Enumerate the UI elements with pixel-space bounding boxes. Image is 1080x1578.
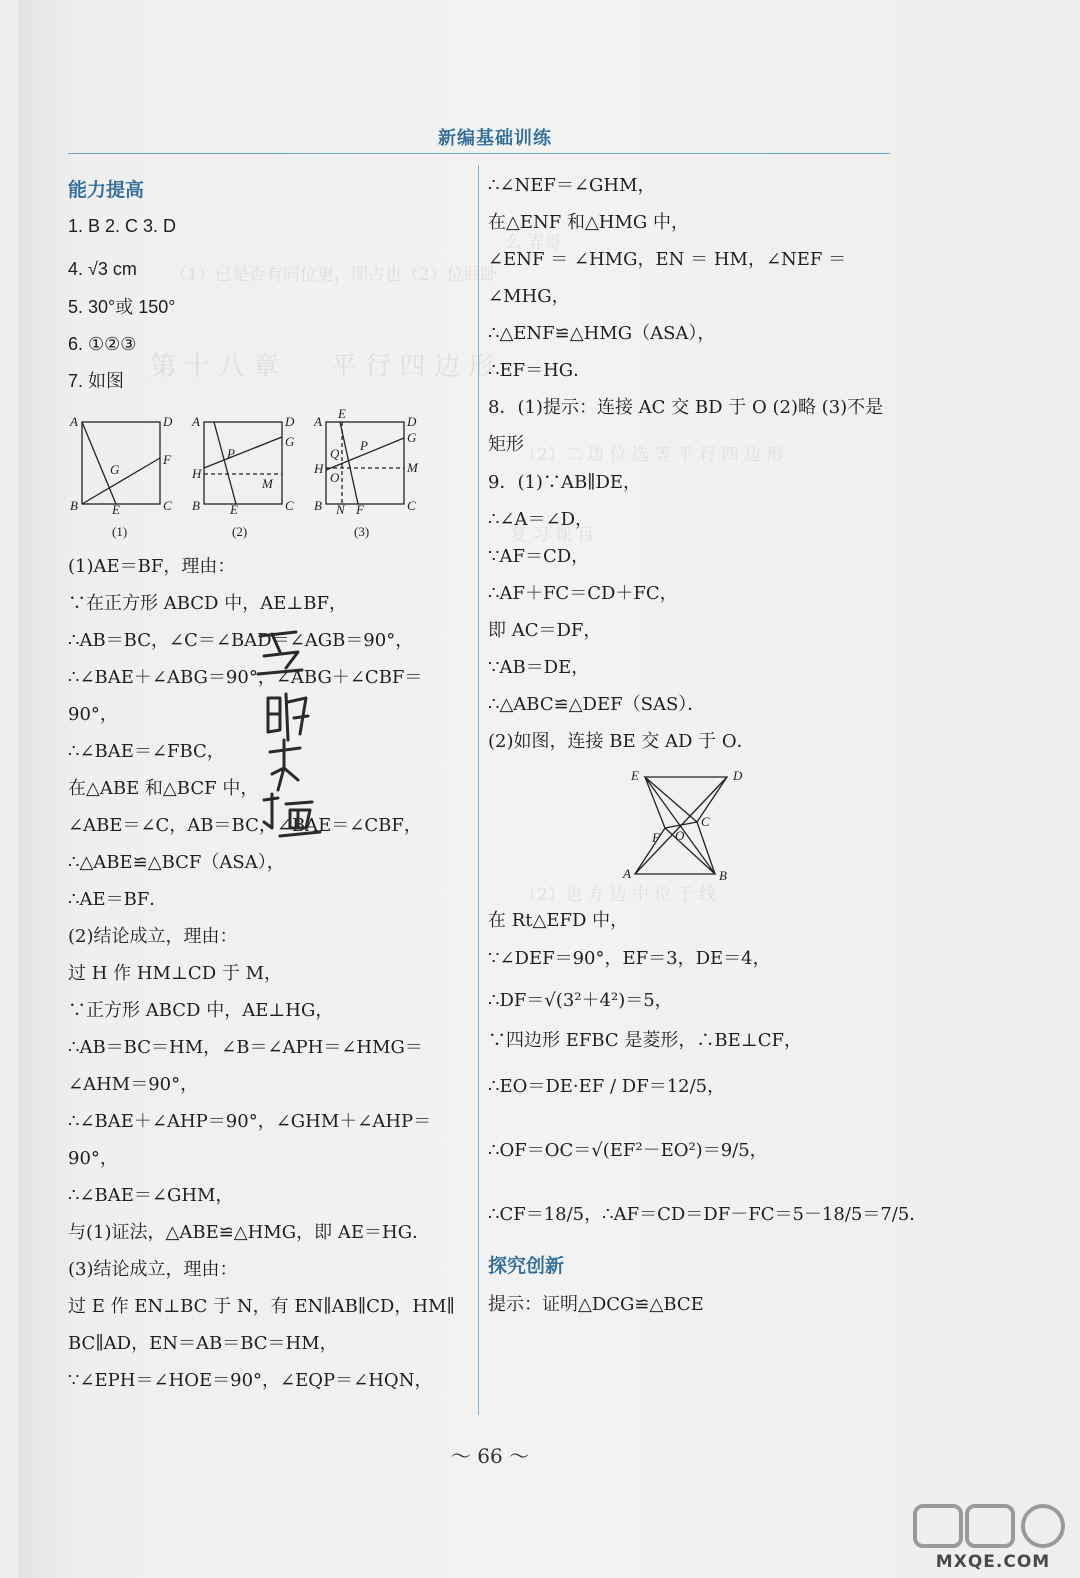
fig3-label-B: B: [314, 498, 322, 513]
left-line-13: ∵正方形 ABCD 中，AE⊥HG，: [68, 1000, 334, 1021]
fig3-label-H: H: [314, 461, 324, 476]
right-line-8: 矩形: [488, 434, 524, 455]
left-line-22: BC∥AD，EN＝AB＝BC＝HM，: [68, 1333, 338, 1354]
left-line-19: 与(1)证法，△ABE≌△HMG，即 AE＝HG．: [68, 1222, 431, 1243]
fig1-label-E: E: [112, 502, 120, 517]
fig2-label-D: D: [285, 414, 295, 429]
fig1-label-F: F: [163, 452, 171, 467]
fig3-label-P: P: [360, 438, 368, 453]
fig2-label-M: M: [262, 476, 273, 491]
answer-line-6: 6. ①②③: [68, 334, 137, 354]
page-number: ～ 66 ～: [450, 1444, 530, 1468]
fig1-label-B: B: [70, 498, 78, 513]
left-line-10: ∴AE＝BF．: [68, 889, 168, 910]
fig1-caption: (1): [112, 524, 128, 539]
fig9-label-F: F: [652, 830, 660, 845]
right-line-18: ∵∠DEF＝90°，EF＝3，DE＝4，: [488, 948, 771, 969]
left-line-21: 过 E 作 EN⊥BC 于 N，有 EN∥AB∥CD，HM∥: [68, 1296, 455, 1317]
right-line-5: ∴△ENF≌△HMG（ASA），: [488, 323, 716, 344]
fig9-label-E: E: [631, 768, 639, 783]
left-line-15: ∠AHM＝90°，: [68, 1074, 199, 1095]
right-line-19: ∴DF＝√(3²＋4²)＝5，: [488, 990, 673, 1011]
right-line-13: 即 AC＝DF，: [488, 620, 602, 641]
fig2-label-C: C: [285, 498, 294, 513]
answer-line-1-3: 1. B 2. C 3. D: [68, 216, 177, 236]
fig2-caption: (2): [232, 524, 248, 539]
right-line-1: ∴∠NEF＝∠GHM，: [488, 175, 656, 196]
left-line-5: 90°，: [68, 704, 118, 725]
fig3-label-G: G: [407, 430, 417, 445]
fig3-label-A: A: [314, 414, 322, 429]
fig3-label-Q: Q: [330, 446, 340, 461]
right-line-16: (2)如图，连接 BE 交 AD 于 O．: [488, 731, 755, 752]
handwritten-signature: [250, 622, 340, 842]
left-line-3: ∴AB＝BC，∠C＝∠BAD＝∠AGB＝90°，: [68, 630, 414, 651]
left-line-8: ∠ABE＝∠C，AB＝BC，∠BAE＝∠CBF，: [68, 815, 422, 836]
right-line-22: ∴OF＝OC＝√(EF²－EO²)＝9/5，: [488, 1140, 768, 1161]
left-line-1: (1)AE＝BF，理由：: [68, 556, 236, 577]
explore-hint: 提示：证明△DCG≌△BCE: [488, 1294, 704, 1315]
fig3-label-O: O: [330, 470, 340, 485]
left-line-6: ∴∠BAE＝∠FBC，: [68, 741, 225, 762]
fig3-label-D: D: [407, 414, 417, 429]
right-line-15: ∴△ABC≌△DEF（SAS）．: [488, 694, 706, 715]
fig2-label-P: P: [227, 446, 235, 461]
right-line-7: 8．(1)提示：连接 AC 交 BD 于 O (2)略 (3)不是: [488, 397, 884, 418]
right-line-2: 在△ENF 和△HMG 中，: [488, 212, 690, 233]
right-line-3: ∠ENF ＝ ∠HMG，EN ＝ HM，∠NEF ＝: [488, 249, 847, 270]
right-line-23: ∴CF＝18/5，∴AF＝CD＝DF－FC＝5－18/5＝7/5．: [488, 1204, 928, 1225]
watermark-text: MXQE.COM: [935, 1552, 1051, 1572]
left-line-23: ∵∠EPH＝∠HOE＝90°，∠EQP＝∠HQN，: [68, 1370, 433, 1391]
left-line-2: ∵在正方形 ABCD 中，AE⊥BF，: [68, 593, 347, 614]
left-line-16: ∴∠BAE＋∠AHP＝90°，∠GHM＋∠AHP＝: [68, 1111, 432, 1132]
running-header: 新编基础训练: [438, 128, 552, 149]
fig3-label-M: M: [407, 460, 418, 475]
fig2-label-B: B: [192, 498, 200, 513]
right-line-6: ∴EF＝HG．: [488, 360, 592, 381]
fig2-label-H: H: [192, 466, 202, 481]
fig1-label-A: A: [70, 414, 78, 429]
fig3-label-E: E: [338, 408, 346, 421]
section-title-explore: 探究创新: [488, 1255, 565, 1277]
right-line-10: ∴∠A＝∠D，: [488, 509, 594, 530]
left-line-18: ∴∠BAE＝∠GHM，: [68, 1185, 234, 1206]
fig3-label-N: N: [336, 502, 345, 517]
fig1-label-D: D: [163, 414, 173, 429]
fig1-label-C: C: [163, 498, 172, 513]
right-line-21: ∴EO＝DE·EF / DF＝12/5，: [488, 1076, 726, 1097]
left-line-14: ∴AB＝BC＝HM，∠B＝∠APH＝∠HMG＝: [68, 1037, 423, 1058]
answer-line-5: 5. 30°或 150°: [68, 297, 176, 317]
right-line-11: ∵AF＝CD，: [488, 546, 590, 567]
fig1-label-G: G: [110, 462, 120, 477]
fig2-label-E: E: [230, 502, 238, 517]
fig2-label-G: G: [285, 434, 295, 449]
fig3-label-F: F: [356, 502, 364, 517]
fig2-label-A: A: [192, 414, 200, 429]
triangle-figure: [615, 762, 765, 892]
right-line-12: ∴AF＋FC＝CD＋FC，: [488, 583, 678, 604]
fig3-label-C: C: [407, 498, 416, 513]
square-figures: [64, 408, 434, 548]
left-line-9: ∴△ABE≌△BCF（ASA），: [68, 852, 285, 873]
fig3-caption: (3): [354, 524, 370, 539]
fig9-label-C: C: [701, 814, 710, 829]
fig9-label-D: D: [733, 768, 743, 783]
fig9-label-O: O: [675, 828, 685, 843]
right-line-17: 在 Rt△EFD 中，: [488, 910, 629, 931]
fig9-label-B: B: [719, 868, 727, 883]
left-line-11: (2)结论成立，理由：: [68, 926, 238, 947]
answer-line-7: 7. 如图: [68, 371, 125, 391]
header-rule: [68, 153, 890, 154]
left-line-4: ∴∠BAE＋∠ABG＝90°，∠ABG＋∠CBF＝: [68, 667, 423, 688]
left-line-7: 在△ABE 和△BCF 中，: [68, 778, 259, 799]
right-line-4: ∠MHG，: [488, 286, 570, 307]
answer-line-4: 4. √3 cm: [68, 259, 137, 279]
right-line-9: 9．(1)∵AB∥DE，: [488, 472, 642, 493]
section-title-ability: 能力提高: [68, 179, 145, 201]
right-line-20: ∵四边形 EFBC 是菱形，∴BE⊥CF，: [488, 1030, 802, 1051]
right-line-14: ∵AB＝DE，: [488, 657, 590, 678]
fig9-label-A: A: [623, 866, 631, 881]
left-line-20: (3)结论成立，理由：: [68, 1259, 238, 1280]
left-line-12: 过 H 作 HM⊥CD 于 M，: [68, 963, 282, 984]
column-divider: [478, 165, 479, 1415]
left-line-17: 90°，: [68, 1148, 118, 1169]
